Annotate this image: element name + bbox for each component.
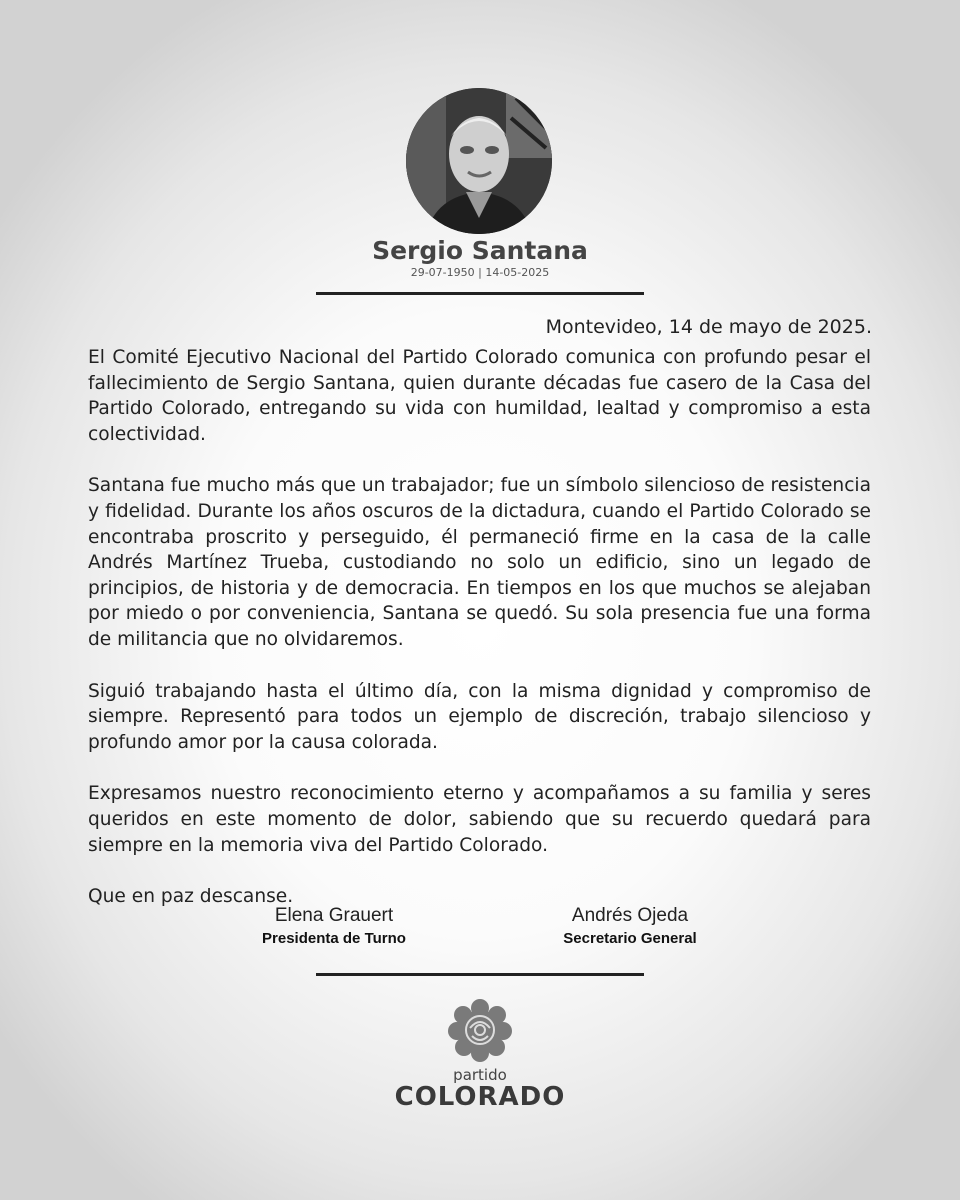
- logo-text-big: COLORADO: [394, 1082, 566, 1112]
- portrait-photo: [406, 88, 552, 234]
- signatory-name: Elena Grauert: [274, 905, 394, 926]
- life-dates: 29-07-1950 | 14-05-2025: [410, 266, 550, 279]
- paragraph-1: El Comité Ejecutivo Nacional del Partido Colorado comunica con profundo pesar el fallecimiento de Sergio Santana, quien durante décadas fue casero de la Casa del Partido Colorado, entregando su vida con humildad, lealtad y compromiso a esta colectividad.: [88, 347, 871, 445]
- paragraph-4: Expresamos nuestro reconocimiento eterno y acompañamos a su familia y seres queridos en este momento de dolor, sabiendo que su recuerdo quedará para siempre en la memoria viva del Partido Colorado.: [88, 783, 871, 856]
- deceased-name: Sergio Santana: [372, 236, 588, 265]
- place-date: Montevideo, 14 de mayo de 2025.: [545, 316, 872, 338]
- top-divider: [316, 292, 644, 295]
- rose-logo-icon: [448, 998, 512, 1062]
- closing-line: Que en paz descanse.: [88, 886, 294, 908]
- signatory-title: Presidenta de Turno: [262, 930, 406, 947]
- logo-text-small: partido: [453, 1066, 507, 1084]
- paragraph-2: Santana fue mucho más que un trabajador; fue un símbolo silencioso de resistencia y fidelidad. Durante los años oscuros de la dictadura, cuando el Partido Colorado se encontraba proscrito y perseguido, él permaneció firme en la casa de la calle Andrés Martínez Trueba, custodiando no solo un edificio, sino un legado de principios, de historia y de democracia. En tiempos en los que muchos se alejaban por miedo o por conveniencia, Santana se quedó. Su sola presencia fue una forma de militancia que no olvidaremos.: [88, 475, 871, 650]
- bottom-divider: [316, 973, 644, 976]
- signature-block-1: [204, 905, 464, 947]
- paragraph-3: Siguió trabajando hasta el último día, con la misma dignidad y compromiso de siempre. Representó para todos un ejemplo de discreción, trabajo silencioso y profundo amor por la causa colorada.: [88, 680, 871, 753]
- signatory-name: Andrés Ojeda: [571, 905, 689, 926]
- signature-block-2: [500, 905, 760, 947]
- signatory-title: Secretario General: [563, 930, 697, 947]
- letter-body: [88, 345, 871, 936]
